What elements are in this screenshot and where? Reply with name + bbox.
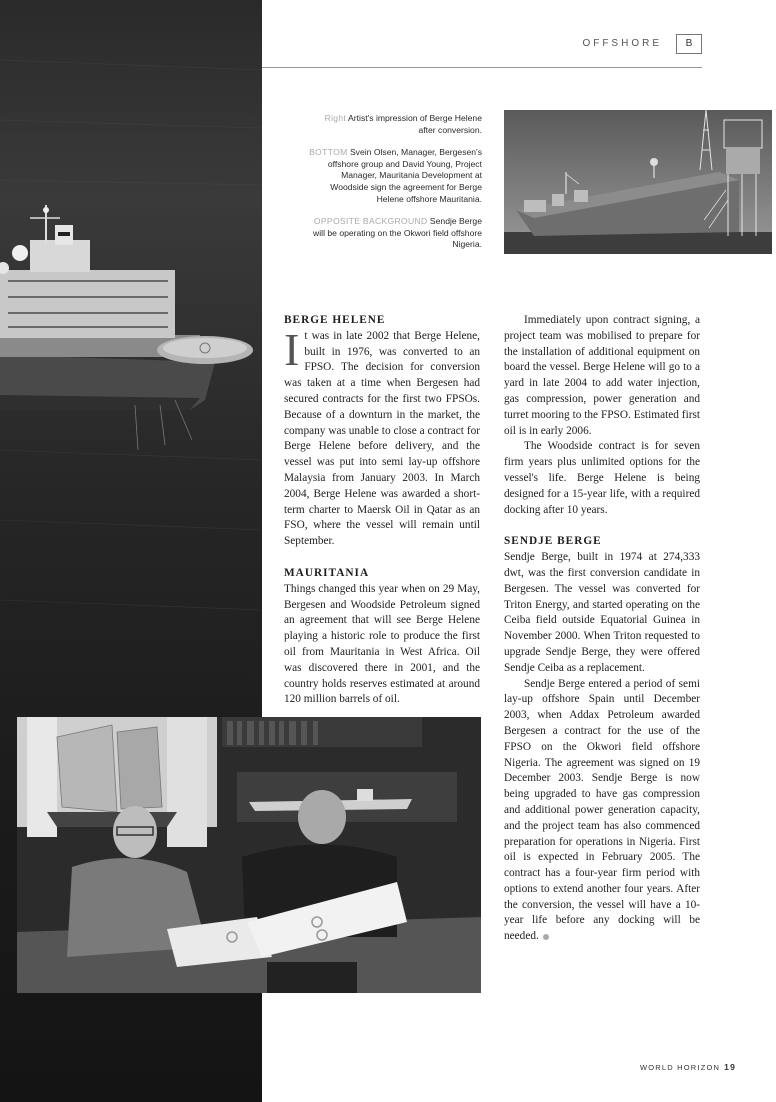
bergesen-logo-icon: B	[676, 34, 702, 54]
caption-bottom-head: BOTTOM	[309, 147, 348, 158]
paragraph-mauritania: Things changed this year when on 29 May, Bergesen and Woodside Petroleum signed an agreement that will see Berge Helene playing a historic role to produce the first oil from Mauritania in West Africa. Oil was discovered there in 2001, and the country holds reserves estimated at around 120 million barrels of oil.	[284, 582, 480, 706]
header-divider	[262, 67, 702, 68]
signing-illustration	[17, 717, 481, 993]
agreement-signing-photo	[17, 717, 481, 993]
drop-cap: I	[284, 323, 300, 375]
end-of-article-icon	[543, 934, 549, 940]
paragraph-berge-helene-text: t was in late 2002 that Berge Helene, built in 1976, was converted to an FPSO. The decision for conversion was taken at a time when Bergesen had secured contracts for the first two FPSOs. Because of a downturn in the market, the company was unable to close a contract for Berge Helene before delivery, and the vessel was put into semi lay-up offshore Malaysia from January 2003. In March 2004, Berge Helene was awarded a short-term charter to Maersk Oil in Qatar as an FSO, where the vessel will remain until September.	[284, 329, 480, 548]
paragraph-berge-helene	[284, 323, 480, 550]
caption-right-text: Artist's impression of Berge Helene after conversion.	[348, 113, 482, 135]
caption-right-head: Right	[324, 113, 347, 123]
paragraph-woodside-contract: The Woodside contract is for seven firm years plus unlimited options for the vessel's life. Berge Helene is being designed for a 15-year life, with a required docking after 10 years.	[504, 440, 700, 516]
caption-bottom-text: Svein Olsen, Manager, Bergesen's offshore group and David Young, Project Manager, Mauritania Development at Woodside sign the agreement for Berge Helene offshore Mauritania.	[327, 147, 482, 204]
page-footer	[640, 1062, 736, 1072]
page-number: 19	[724, 1062, 736, 1072]
fpso-artist-impression-photo	[504, 110, 772, 254]
paragraph-sendje-berge: Sendje Berge, built in 1974 at 274,333 dwt, was the first conversion candidate in Bergesen. The vessel was converted for Triton Energy, and started operating on the Ceiba field outside Equatorial Guinea in November 2000. When Triton requested to upgrade Sendje Berge, they were offered Sendje Ceiba as a replacement.	[504, 551, 700, 674]
caption-bottom	[306, 147, 482, 205]
section-label: OFFSHORE	[582, 38, 662, 49]
publication-name: WORLD HORIZON	[639, 1063, 721, 1072]
article-column-1	[284, 313, 480, 708]
photo-captions	[306, 113, 482, 262]
caption-right	[306, 113, 482, 136]
heading-sendje-berge: SENDJE BERGE	[504, 535, 602, 548]
paragraph-contract-signing: Immediately upon contract signing, a project team was mobilised to prepare for the installation of additional equipment on board the vessel. Berge Helene will go to a yard in late 2004 to add water injection, gas compression, power generation and turret mooring to the FPSO. Estimated first oil is in early 2006.	[504, 314, 700, 437]
paragraph-sendje-berge-layup	[504, 677, 700, 946]
heading-berge-helene: BERGE HELENE	[284, 314, 386, 326]
caption-opposite-head: OPPOSITE BACKGROUND	[313, 216, 428, 227]
fpso-illustration	[504, 110, 772, 254]
article-column-2	[504, 313, 700, 945]
caption-opposite-text: Sendje Berge will be operating on the Okwori field offshore Nigeria.	[313, 216, 482, 250]
heading-mauritania: MAURITANIA	[284, 566, 370, 579]
page-header	[262, 0, 776, 70]
caption-opposite	[306, 216, 482, 251]
paragraph-sendje-berge-layup-text: Sendje Berge entered a period of semi lay-up offshore Spain until December 2003, when Addax Petroleum awarded Bergesen a contract for the use of the FPSO on the Okwori field offshore Nigeria. The agreement was signed on 19 December 2003. Sendje Berge is now being upgraded to have gas compression and additional power generation capacity, and the project team has also commenced preparation for operations in Nigeria. First oil is expected in February 2005. The contract has a four-year firm period with options to extend another four years. After the conversion, the vessel will have a 10-year life before any docking will be needed.	[504, 677, 700, 943]
